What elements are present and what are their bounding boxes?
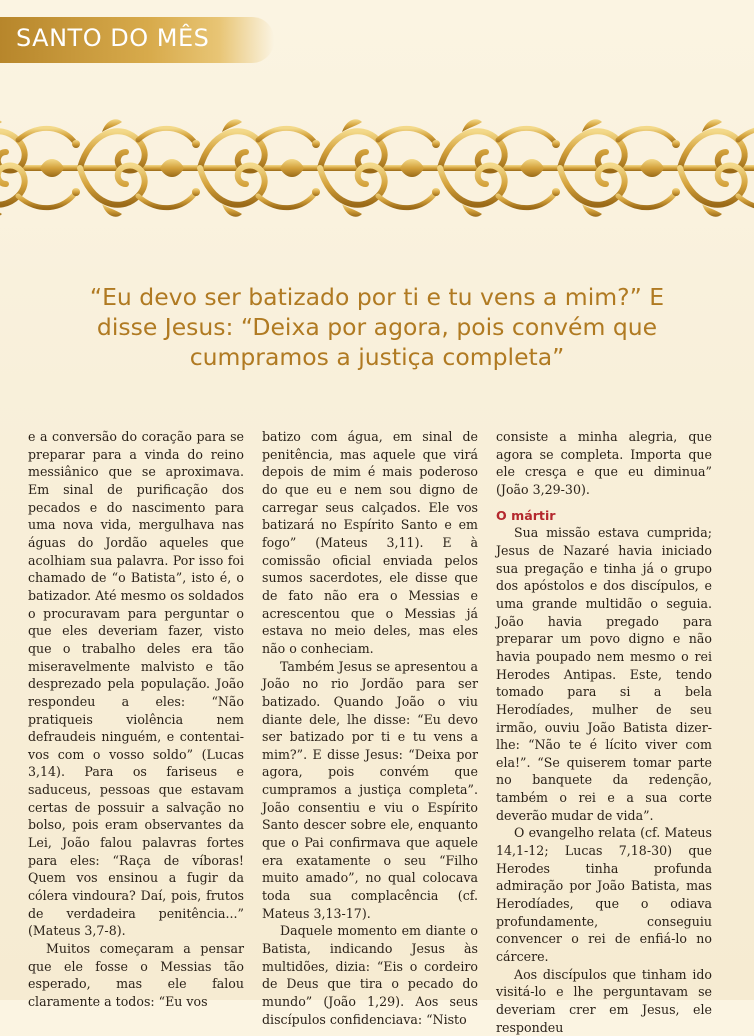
paragraph: Sua missão estava cumprida; Jesus de Nazaré havia iniciado sua pregação e tinha já o grupo dos apóstolos e dos discípulos, e uma grande multidão o seguia. João havia pregado para preparar um povo digno e não havia poupado nem mesmo o rei Herodes Antipas. Este, tendo tomado para si a bela Herodíades, mulher de seu irmão, ouviu João Batista dizer-lhe: “Não te é lícito viver com ela!”. “Se quiserem tomar parte no banquete da redenção, também o rei e a sua corte deverão mudar de vida”. — [496, 525, 712, 823]
article-column-3 — [496, 428, 712, 1036]
paragraph: Aos discípulos que tinham ido visitá-lo e lhe perguntavam se deveriam crer em Jesus, ele respondeu — [496, 966, 712, 1035]
paragraph: batizo com água, em sinal de penitência, mas aquele que virá depois de mim é mais poderoso do que eu e nem sou digno de carregar seus calçados. Ele vos batizará no Espírito Santo e em fogo” (Mateus 3,11). E à comissão oficial enviada pelos sumos sacerdotes, ele disse que de fato não era o Messias e acrescentou que o Messias já estava no meio deles, mas eles não o conheciam. — [262, 429, 478, 656]
article-column-2 — [262, 428, 478, 1028]
paragraph: Também Jesus se apresentou a João no rio Jordão para ser batizado. Quando João o viu diante dele, lhe disse: “Eu devo ser batizado por ti e tu vens a mim?”. E disse Jesus: “Deixa por agora, pois convém que cumpramos a justiça completa”. João consentiu e viu o Espírito Santo descer sobre ele, enquanto que o Pai confirmava que aquele era exatamente o seu “Filho muito amado”, no qual colocava toda sua complacência (cf. Mateus 3,13-17). — [262, 658, 478, 921]
paragraph: Daquele momento em diante o Batista, indicando Jesus às multidões, dizia: “Eis o cordeiro de Deus que tira o pecado do mundo” (João 1,29). Aos seus discípulos confidenciava: “Nisto — [262, 923, 478, 1027]
paragraph: Muitos começaram a pensar que ele fosse o Messias tão esperado, mas ele falou claramente a todos: “Eu vos — [28, 941, 244, 1009]
section-tab — [0, 17, 274, 63]
paragraph: O evangelho relata (cf. Mateus 14,1-12; Lucas 7,18-30) que Herodes tinha profunda admiração por João Batista, mas Herodíades, que o odiava profundamente, conseguiu convencer o rei de enfiá-lo no cárcere. — [496, 825, 712, 965]
gold-ornament-border — [0, 112, 754, 224]
article-column-1 — [28, 428, 244, 1011]
pull-quote: “Eu devo ser batizado por ti e tu vens a mim?” E disse Jesus: “Deixa por agora, pois convém que cumpramos a justiça completa” — [89, 283, 665, 371]
paragraph: consiste a minha alegria, que agora se completa. Importa que ele cresça e que eu diminua” (João 3,29-30). — [496, 429, 712, 497]
section-label: SANTO DO MÊS — [16, 24, 210, 52]
paragraph: e a conversão do coração para se preparar para a vinda do reino messiânico que se aproximava. Em sinal de purificação dos pecados e do nascimento para uma nova vida, mergulhava nas águas do Jordão aqueles que acolhiam sua palavra. Por isso foi chamado de “o Batista”, isto é, o batizador. Até mesmo os soldados o procuravam para perguntar o que eles deveriam fazer, visto que o trabalho deles era tão miseravelmente malvisto e tão desprezado pela população. João respondeu a eles: “Não pratiqueis violência nem defraudeis ninguém, e contentai-vos com o vosso soldo” (Lucas 3,14). Para os fariseus e saduceus, pessoas que estavam certas de possuir a salvação no bolso, pois eram observantes da Lei, João falou palavras fortes para eles: “Raça de víboras! Quem vos ensinou a fugir da cólera vindoura? Daí, pois, frutos de verdadeira penitência...” (Mateus 3,7-8). — [28, 429, 244, 939]
section-heading: O mártir — [496, 507, 556, 523]
